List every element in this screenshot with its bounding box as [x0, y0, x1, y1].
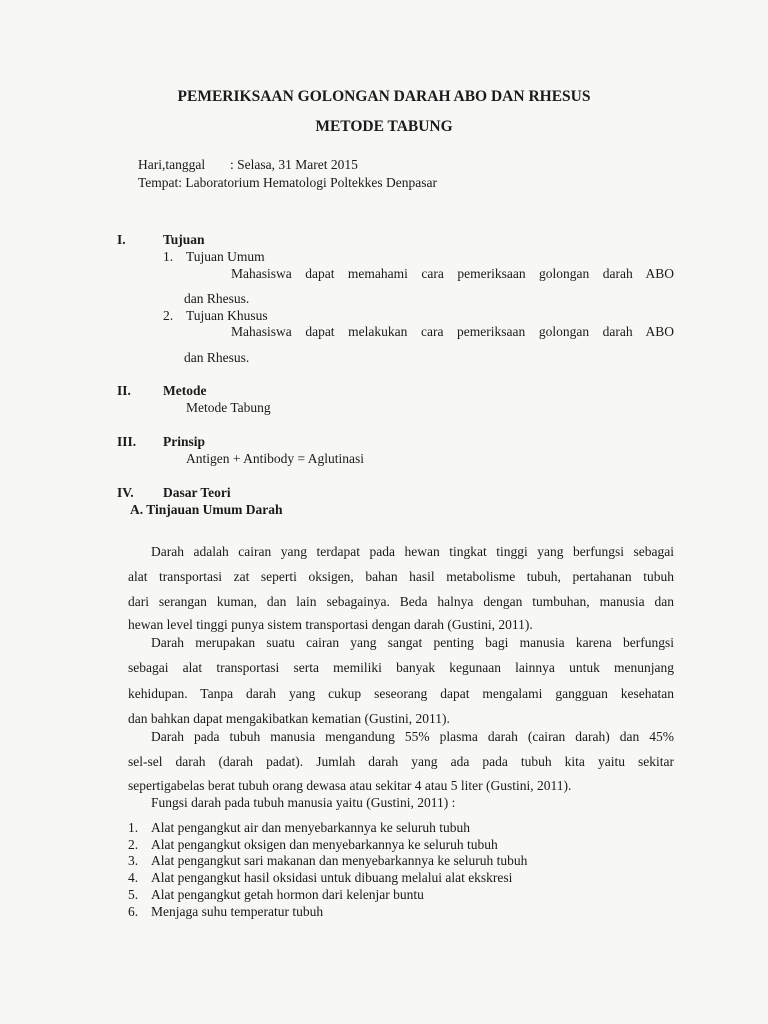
sub2-number: 2. [163, 308, 174, 323]
list-item: Alat pengangkut hasil oksidasi untuk dibuang melalui alat ekskresi [151, 870, 513, 885]
paragraph-1-line4: hewan level tinggi punya sistem transportasi dengan darah (Gustini, 2011). [128, 617, 533, 632]
section-2-number: II. [117, 383, 131, 398]
list-item-number: 2. [128, 837, 139, 852]
date-value: : Selasa, 31 Maret 2015 [230, 157, 358, 172]
section-2-title: Metode [163, 383, 207, 398]
paragraph-3-line2: sel-sel darah (darah padat). Jumlah darah yang ada pada tubuh kita yaitu sekitar [128, 754, 674, 769]
sub1-text-line2: dan Rhesus. [184, 291, 250, 306]
section-4-title: Dasar Teori [163, 485, 231, 500]
section-1-number: I. [117, 232, 126, 247]
list-item: Menjaga suhu temperatur tubuh [151, 904, 324, 919]
section-3-title: Prinsip [163, 434, 206, 449]
list-item: Alat pengangkut air dan menyebarkannya ke seluruh tubuh [151, 820, 471, 835]
subsection-a-title: A. Tinjauan Umum Darah [130, 502, 283, 517]
doc-title-line1: PEMERIKSAAN GOLONGAN DARAH ABO DAN RHESUS [177, 88, 591, 105]
list-item: Alat pengangkut getah hormon dari kelenjar buntu [151, 887, 424, 902]
paragraph-2-line1: Darah merupakan suatu cairan yang sangat penting bagi manusia karena berfungsi [151, 635, 674, 650]
list-item-number: 1. [128, 820, 139, 835]
section-3-number: III. [117, 434, 137, 449]
sub1-text-line1: Mahasiswa dapat memahami cara pemeriksaan golongan darah ABO [231, 266, 674, 281]
section-3-body: Antigen + Antibody = Aglutinasi [186, 451, 364, 466]
doc-title-line2: METODE TABUNG [315, 118, 453, 135]
paragraph-2-line2: sebagai alat transportasi serta memiliki banyak kegunaan lainnya untuk menunjang [128, 660, 674, 675]
list-item-number: 6. [128, 904, 139, 919]
paragraph-4: Fungsi darah pada tubuh manusia yaitu (Gustini, 2011) : [151, 795, 456, 810]
paragraph-1-line1: Darah adalah cairan yang terdapat pada hewan tingkat tinggi yang berfungsi sebagai [151, 544, 674, 559]
sub2-text-line1: Mahasiswa dapat melakukan cara pemeriksaan golongan darah ABO [231, 324, 674, 339]
date-label: Hari,tanggal [138, 157, 206, 172]
paragraph-3-line1: Darah pada tubuh manusia mengandung 55% plasma darah (cairan darah) dan 45% [151, 729, 674, 744]
list-item-number: 5. [128, 887, 139, 902]
list-item-number: 3. [128, 853, 139, 868]
paragraph-3-line3: sepertigabelas berat tubuh orang dewasa atau sekitar 4 atau 5 liter (Gustini, 2011). [128, 778, 572, 793]
sub2-text-line2: dan Rhesus. [184, 350, 250, 365]
list-item: Alat pengangkut sari makanan dan menyebarkannya ke seluruh tubuh [151, 853, 528, 868]
paragraph-2-line4: dan bahkan dapat mengakibatkan kematian (Gustini, 2011). [128, 711, 450, 726]
section-1-title: Tujuan [163, 232, 205, 247]
list-item-number: 4. [128, 870, 139, 885]
paragraph-1-line2: alat transportasi zat seperti oksigen, bahan hasil metabolisme tubuh, pertahanan tubuh [128, 569, 674, 584]
list-item: Alat pengangkut oksigen dan menyebarkannya ke seluruh tubuh [151, 837, 498, 852]
sub2-title: Tujuan Khusus [186, 308, 268, 323]
place-line: Tempat: Laboratorium Hematologi Poltekkes Denpasar [138, 175, 437, 190]
paragraph-1-line3: dari serangan kuman, dan lain sebagainya. Beda halnya dengan tumbuhan, manusia dan [128, 594, 674, 609]
sub1-number: 1. [163, 249, 174, 264]
section-2-body: Metode Tabung [186, 400, 271, 415]
paragraph-2-line3: kehidupan. Tanpa darah yang cukup seseorang dapat mengalami gangguan kesehatan [128, 686, 674, 701]
section-4-number: IV. [117, 485, 134, 500]
sub1-title: Tujuan Umum [186, 249, 265, 264]
